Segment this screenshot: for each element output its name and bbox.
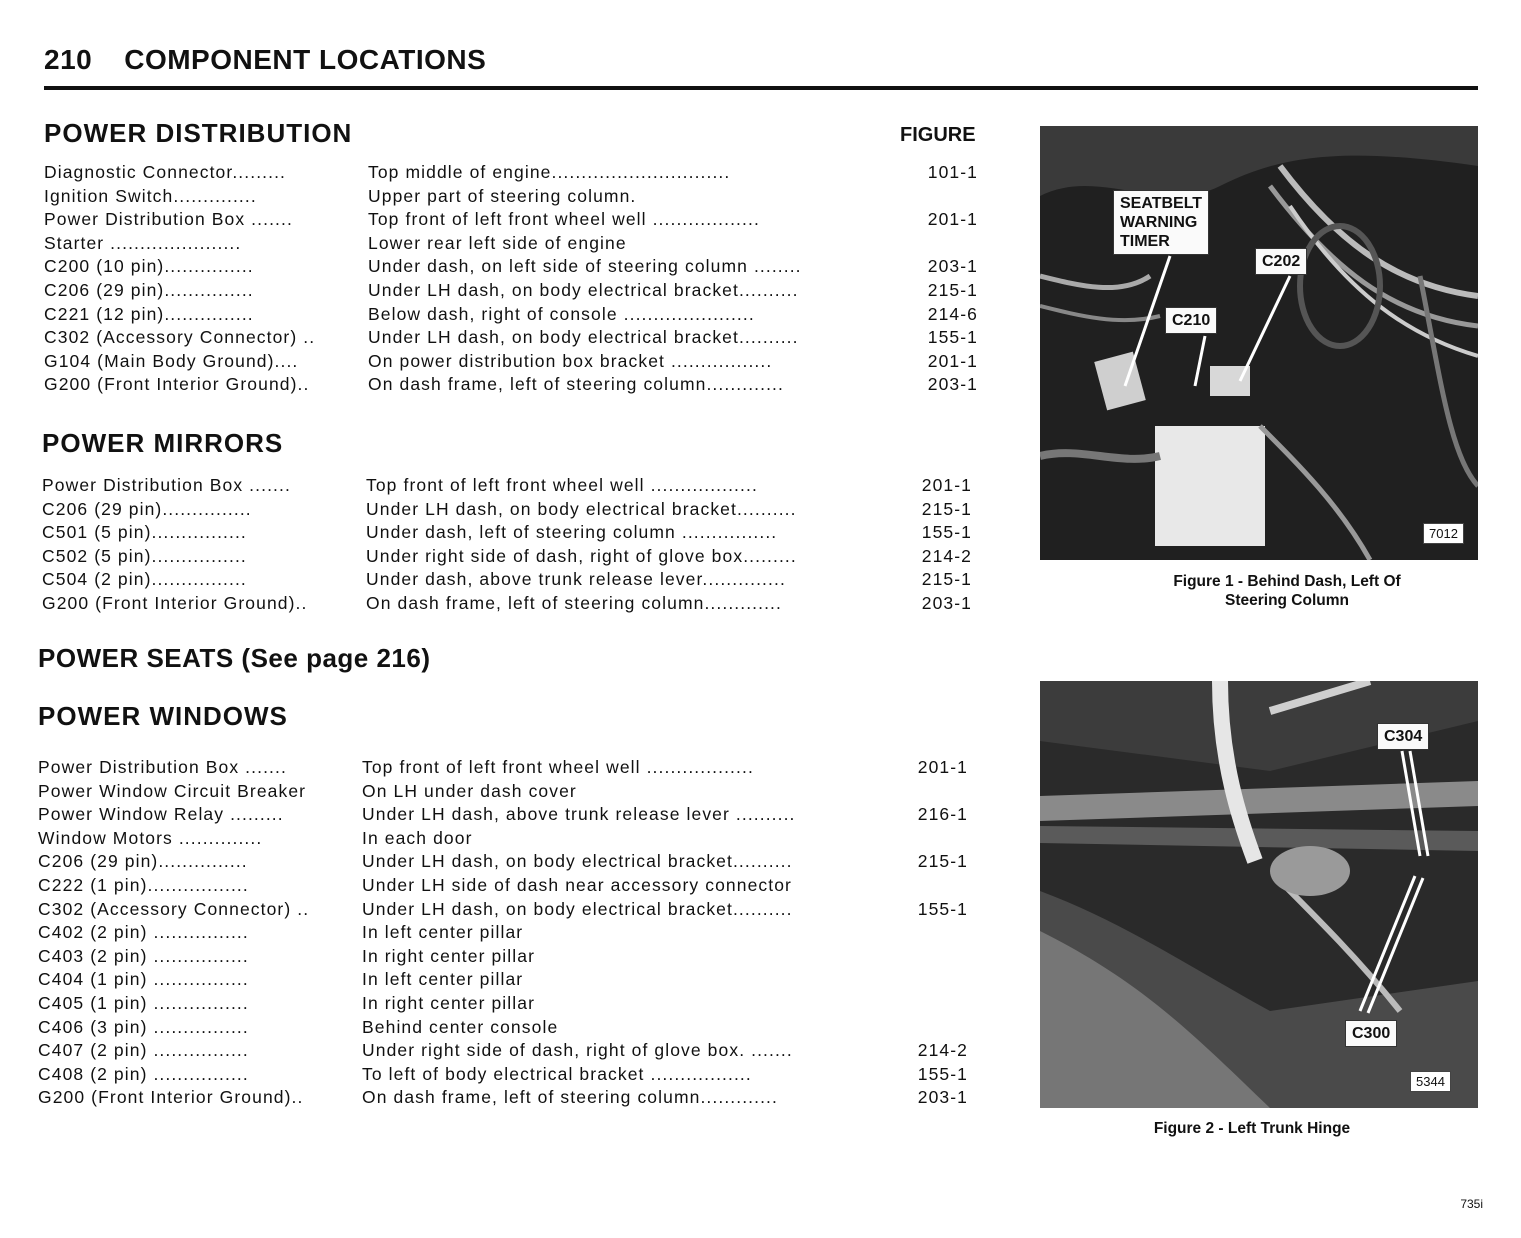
component-location: Lower rear left side of engine — [368, 232, 627, 253]
figure-reference: 215-1 — [921, 569, 972, 590]
page-title: COMPONENT LOCATIONS — [124, 44, 487, 75]
component-location: Under LH dash, above trunk release lever .......... — [362, 804, 796, 825]
figure-1-caption-line-1: Figure 1 - Behind Dash, Left Of — [1173, 573, 1401, 590]
component-name: C502 (5 pin)................ — [42, 545, 247, 566]
figure-reference: 203-1 — [927, 256, 978, 277]
component-name: C302 (Accessory Connector) .. — [38, 898, 310, 919]
table-row — [44, 232, 978, 256]
power-windows-list — [38, 756, 968, 1110]
figure-reference: 201-1 — [927, 209, 978, 230]
component-location: On LH under dash cover — [362, 780, 577, 801]
table-row — [38, 827, 968, 851]
component-name: C404 (1 pin) ................ — [38, 969, 249, 990]
component-name: Power Distribution Box ....... — [38, 757, 287, 777]
callout-c202: C202 — [1255, 248, 1307, 275]
section-title-power-windows: POWER WINDOWS — [38, 701, 288, 731]
table-row — [44, 208, 978, 232]
figure-reference: 201-1 — [927, 350, 978, 371]
table-row — [44, 279, 978, 303]
figure-reference: 155-1 — [927, 327, 978, 348]
component-name: C504 (2 pin)................ — [42, 569, 247, 590]
component-name: C406 (3 pin) ................ — [38, 1016, 249, 1037]
page-number: 210 — [44, 44, 93, 75]
component-name: Diagnostic Connector......... — [44, 162, 287, 182]
section-title-power-seats: POWER SEATS (See page 216) — [38, 643, 431, 673]
component-location: Under dash, above trunk release lever.............. — [366, 569, 786, 590]
component-name: C200 (10 pin)............... — [44, 256, 254, 277]
component-location: Top front of left front wheel well .................. — [362, 757, 754, 777]
component-name: G200 (Front Interior Ground).. — [42, 592, 308, 613]
figure-reference: 214-2 — [921, 545, 972, 566]
table-row — [42, 498, 972, 522]
component-location: Under LH side of dash near accessory connector — [362, 874, 792, 895]
figure-reference: 203-1 — [917, 1087, 968, 1108]
figure-2-image-number: 5344 — [1410, 1071, 1451, 1092]
component-location: Upper part of steering column. — [368, 185, 637, 206]
table-row — [38, 898, 968, 922]
component-name: G200 (Front Interior Ground).. — [38, 1087, 304, 1108]
callout-c300: C300 — [1345, 1020, 1397, 1047]
table-row — [38, 968, 968, 992]
table-row — [44, 185, 978, 209]
table-row — [42, 521, 972, 545]
table-row — [42, 592, 972, 616]
component-location: Under dash, left of steering column ................ — [366, 522, 778, 543]
table-row — [38, 945, 968, 969]
figure-reference: 215-1 — [927, 279, 978, 300]
component-location: Under right side of dash, right of glove box. ....... — [362, 1040, 793, 1061]
component-location: Under LH dash, on body electrical bracket.......... — [362, 851, 793, 872]
component-location: On dash frame, left of steering column............. — [368, 374, 784, 395]
figure-reference: 101-1 — [927, 162, 978, 182]
table-row — [44, 255, 978, 279]
section-title-power-distribution: POWER DISTRIBUTION — [44, 118, 353, 148]
figure-reference: 215-1 — [921, 498, 972, 519]
figure-2-photo — [1040, 681, 1478, 1108]
figure-reference: 155-1 — [921, 522, 972, 543]
component-name: C407 (2 pin) ................ — [38, 1040, 249, 1061]
table-row — [44, 161, 978, 185]
table-row — [38, 874, 968, 898]
component-name: Power Window Relay ......... — [38, 804, 284, 825]
table-row — [38, 992, 968, 1016]
component-location: In left center pillar — [362, 922, 524, 943]
component-location: Under LH dash, on body electrical bracket.......... — [368, 327, 799, 348]
component-name: Starter ...................... — [44, 232, 242, 253]
component-name: C408 (2 pin) ................ — [38, 1063, 249, 1084]
component-location: Under right side of dash, right of glove box......... — [366, 545, 797, 566]
figure-1-caption — [1040, 572, 1521, 610]
table-row — [38, 1016, 968, 1040]
component-location: On dash frame, left of steering column............. — [362, 1087, 778, 1108]
component-location: Under LH dash, on body electrical bracket.......... — [368, 279, 799, 300]
figure-reference: 155-1 — [917, 1063, 968, 1084]
callout-c210: C210 — [1165, 307, 1217, 334]
table-row — [42, 474, 972, 498]
section-title-power-mirrors: POWER MIRRORS — [42, 428, 284, 458]
figure-reference: 203-1 — [927, 374, 978, 395]
table-row — [38, 1039, 968, 1063]
component-location: In right center pillar — [362, 945, 536, 966]
table-row — [38, 921, 968, 945]
table-row — [38, 850, 968, 874]
figure-column-label: FIGURE — [900, 124, 976, 146]
component-location: On dash frame, left of steering column............. — [366, 592, 782, 613]
power-mirrors-list — [42, 474, 972, 616]
figure-reference: 203-1 — [921, 592, 972, 613]
component-location: Below dash, right of console ...................... — [368, 303, 755, 324]
table-row — [38, 756, 968, 780]
figure-reference: 201-1 — [921, 475, 972, 495]
figure-reference: 155-1 — [917, 898, 968, 919]
component-location: On power distribution box bracket ................. — [368, 350, 773, 371]
callout-seatbelt-warning-timer: SEATBELT WARNING TIMER — [1113, 190, 1209, 255]
figure-reference: 216-1 — [917, 804, 968, 825]
page-header — [44, 44, 486, 76]
figure-reference: 215-1 — [917, 851, 968, 872]
table-row — [42, 545, 972, 569]
component-name: C302 (Accessory Connector) .. — [44, 327, 316, 348]
figure-1-caption-line-2: Steering Column — [1224, 592, 1349, 609]
figure-2-caption: Figure 2 - Left Trunk Hinge — [1153, 1120, 1351, 1137]
figure-reference: 214-6 — [927, 303, 978, 324]
component-name: Ignition Switch.............. — [44, 185, 257, 206]
component-location: To left of body electrical bracket ................. — [362, 1063, 752, 1084]
component-name: Window Motors .............. — [38, 827, 263, 848]
table-row — [38, 780, 968, 804]
component-name: C221 (12 pin)............... — [44, 303, 254, 324]
component-name: C405 (1 pin) ................ — [38, 992, 249, 1013]
component-location: In left center pillar — [362, 969, 524, 990]
component-name: C222 (1 pin)................. — [38, 874, 249, 895]
component-location: Behind center console — [362, 1016, 559, 1037]
component-location: Top front of left front wheel well .................. — [368, 209, 760, 230]
component-location: Top middle of engine.............................. — [368, 162, 731, 182]
figure-reference: 201-1 — [917, 757, 968, 777]
component-name: C403 (2 pin) ................ — [38, 945, 249, 966]
component-name: C501 (5 pin)................ — [42, 522, 247, 543]
figure-1-photo — [1040, 126, 1478, 560]
component-name: C206 (29 pin)............... — [38, 851, 248, 872]
component-location: Top front of left front wheel well .................. — [366, 475, 758, 495]
component-location: In each door — [362, 827, 473, 848]
figure-1-image-number: 7012 — [1423, 523, 1464, 544]
table-row — [38, 1086, 968, 1110]
component-name: Power Distribution Box ....... — [44, 209, 293, 230]
component-location: Under LH dash, on body electrical bracket.......... — [362, 898, 793, 919]
power-distribution-list — [44, 161, 978, 397]
component-location: In right center pillar — [362, 992, 536, 1013]
figure-reference: 214-2 — [917, 1040, 968, 1061]
table-row — [44, 373, 978, 397]
figure-1-illustration — [1040, 126, 1478, 560]
component-name: Power Window Circuit Breaker — [38, 780, 307, 801]
component-name: C402 (2 pin) ................ — [38, 922, 249, 943]
footer-model-label: 735i — [1460, 1197, 1483, 1211]
table-row — [44, 303, 978, 327]
table-row — [44, 350, 978, 374]
component-name: G104 (Main Body Ground).... — [44, 350, 299, 371]
table-row — [42, 568, 972, 592]
component-location: Under LH dash, on body electrical bracket.......... — [366, 498, 797, 519]
component-name: C206 (29 pin)............... — [42, 498, 252, 519]
callout-c304: C304 — [1377, 723, 1429, 750]
table-row — [38, 803, 968, 827]
table-row — [44, 326, 978, 350]
table-row — [38, 1063, 968, 1087]
component-name: C206 (29 pin)............... — [44, 279, 254, 300]
component-location: Under dash, on left side of steering column ........ — [368, 256, 802, 277]
component-name: Power Distribution Box ....... — [42, 475, 291, 495]
component-name: G200 (Front Interior Ground).. — [44, 374, 310, 395]
header-rule — [44, 86, 1478, 90]
